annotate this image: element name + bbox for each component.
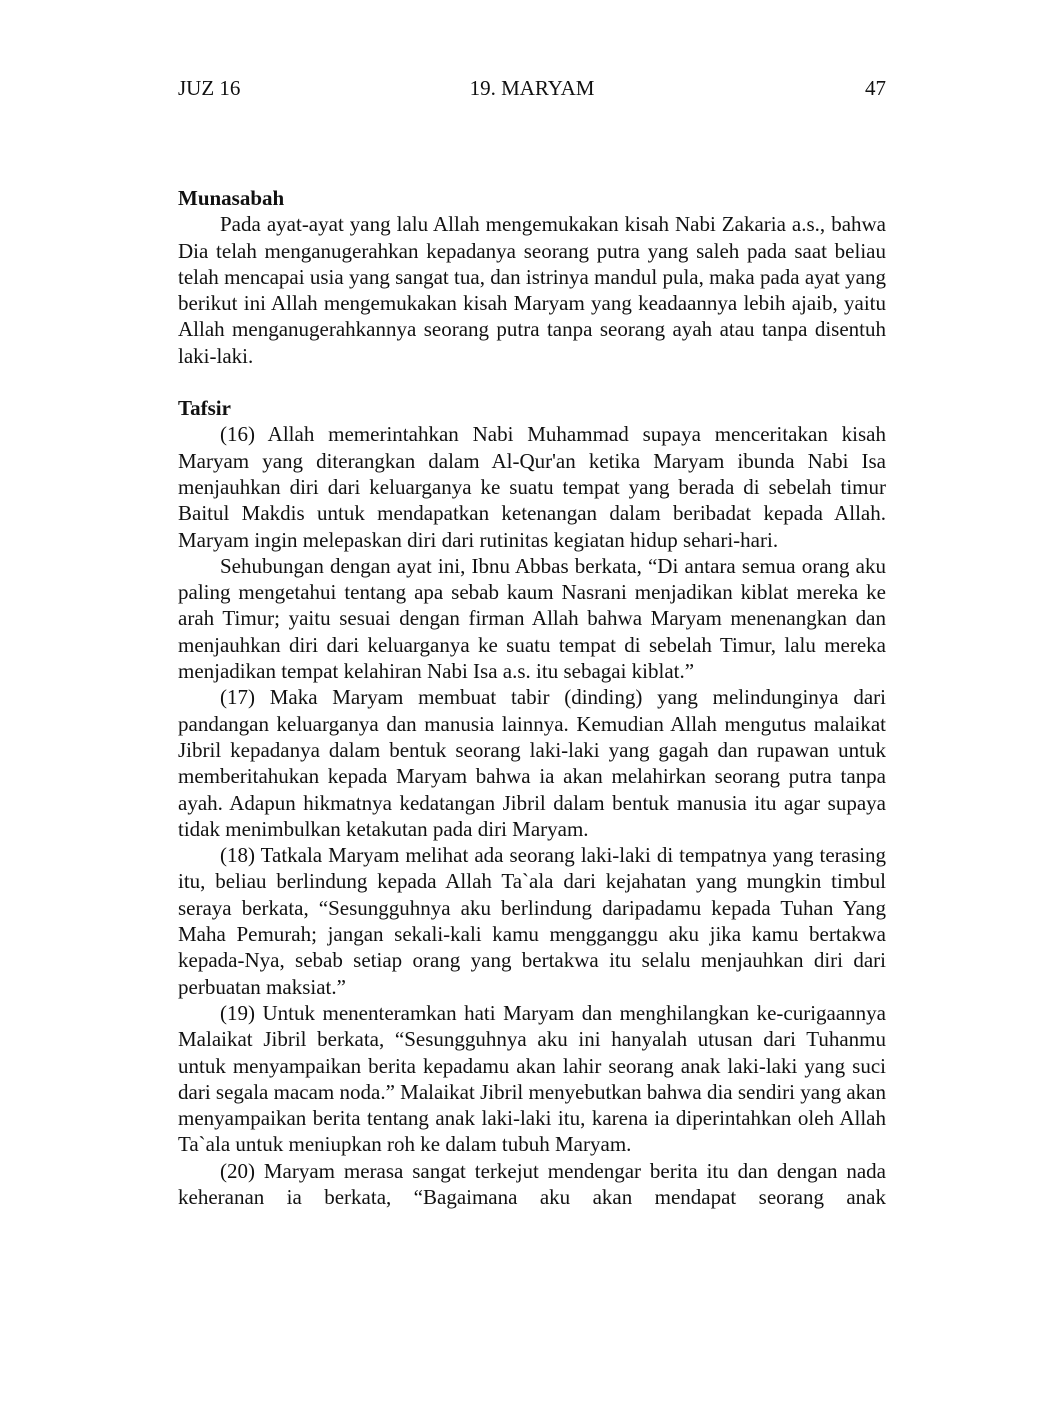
page-number: 47 [865,76,886,100]
section-heading-tafsir: Tafsir [178,396,231,421]
section-spacer [178,369,886,395]
tafsir-paragraph-20: (20) Maryam merasa sangat terkejut mendengar berita itu dan dengan nada keheranan ia berkata, “Bagaimana aku akan mendapat seorang anak [178,1158,886,1209]
juz-label: JUZ 16 [178,76,241,100]
surah-title: 19. MARYAM [469,76,595,100]
munasabah-paragraph: Pada ayat-ayat yang lalu Allah mengemukakan kisah Nabi Zakaria a.s., bahwa Dia telah menganugerahkan kepadanya seorang putra yang saleh pada saat beliau telah mencapai usia yang sangat tua, dan istrinya mandul pula, maka pada ayat yang berikut ini Allah mengemukakan kisah Maryam yang keadaannya lebih ajaib, yaitu Allah menganugerahkannya seorang putra tanpa seorang ayah atau tanpa disentuh laki-laki. [178,212,886,368]
section-heading-munasabah: Munasabah [178,186,285,210]
running-header [178,75,886,101]
tafsir-paragraph-ibnu-abbas: Sehubungan dengan ayat ini, Ibnu Abbas berkata, “Di antara semua orang aku paling mengetahui tentang apa sebab kaum Nasrani menjadikan kiblat mereka ke arah Timur; yaitu sesuai dengan firman Allah bahwa Maryam menenangkan dan menjauhkan diri dari keluarganya ke suatu tempat di sebelah Timur, lalu mereka menjadikan tempat kelahiran Nabi Isa a.s. itu sebagai kiblat.” [178,553,886,684]
tafsir-paragraph-19: (19) Untuk menenteramkan hati Maryam dan menghilangkan ke-curigaannya Malaikat Jibril berkata, “Sesungguhnya aku ini hanyalah utusan dari Tuhanmu untuk menyampaikan berita kepadamu akan lahir seorang anak laki-laki yang suci dari segala macam noda.” Malaikat Jibril menyebutkan bahwa dia sendiri yang akan menyampaikan berita tentang anak laki-laki itu, karena ia diperintahkan oleh Allah Ta`ala untuk meniupkan roh ke dalam tubuh Maryam. [178,1000,886,1157]
tafsir-paragraph-17: (17) Maka Maryam membuat tabir (dinding) yang melindunginya dari pandangan keluarganya dan manusia lainnya. Kemudian Allah mengutus malaikat Jibril kepadanya dalam bentuk seorang laki-laki yang gagah dan rupawan untuk memberitahukan kepada Maryam bahwa ia akan melahirkan seorang putra tanpa ayah. Adapun hikmatnya kedatangan Jibril dalam bentuk manusia itu agar supaya tidak menimbulkan ketakutan pada diri Maryam. [178,685,886,841]
tafsir-paragraph-16: (16) Allah memerintahkan Nabi Muhammad supaya menceritakan kisah Maryam yang diterangkan dalam Al-Qur'an ketika Maryam ibunda Nabi Isa menjauhkan diri dari keluarganya ke suatu tempat yang berada di sebelah timur Baitul Makdis untuk mendapatkan ketenangan dalam beribadat kepada Allah. Maryam ingin melepaskan diri dari rutinitas kegiatan hidup sehari-hari. [178,422,886,552]
page-body [178,185,886,1210]
tafsir-paragraph-18: (18) Tatkala Maryam melihat ada seorang laki-laki di tempatnya yang terasing itu, beliau berlindung kepada Allah Ta`ala dari kejahatan yang mungkin timbul seraya berkata, “Sesungguhnya aku berlindung daripadamu kepada Tuhan Yang Maha Pemurah; jangan sekali-kali kamu mengganggu aku jika kamu bertakwa kepada-Nya, sebab setiap orang yang bertakwa itu selalu menjauhkan diri dari perbuatan maksiat.” [178,843,886,999]
